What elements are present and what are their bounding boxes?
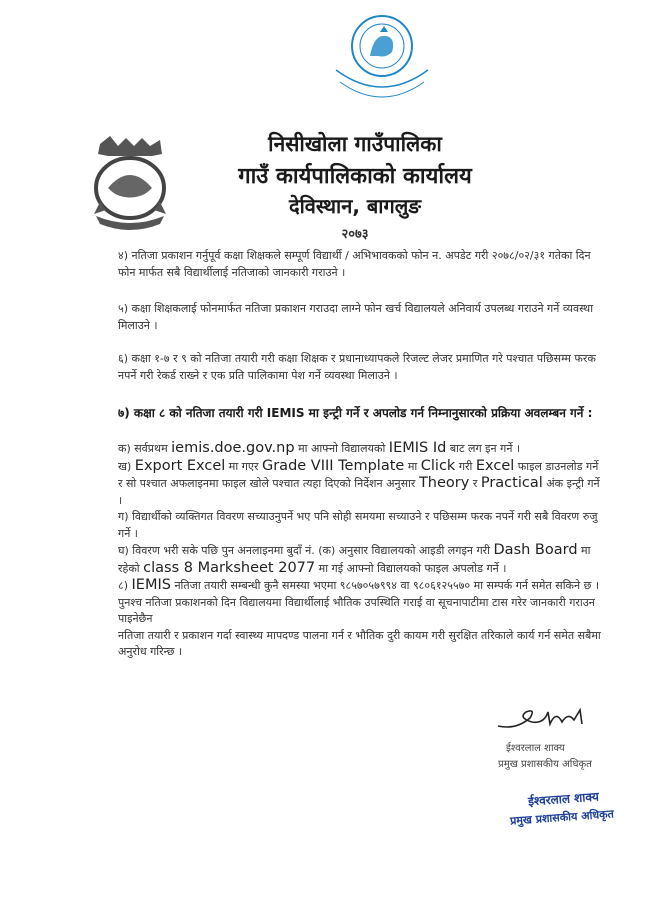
- paragraph-7-heading: ७) कक्षा ८ को नतिजा तयारी गरी IEMIS मा इन्ट्री गर्ने र अपलोड गर्न निम्नानुसारको प्रक्रिया अवलम्बन गर्ने :: [118, 406, 593, 420]
- municipality-name: निसीखोला गाउँपालिका: [268, 132, 442, 156]
- step-8: ८) IEMIS नतिजा तयारी सम्बन्धी कुनै समस्या भएमा ९८५७०५७९९४ वा ९८०६१२५५७० मा सम्पर्क गर्न समेत सकिने छ ।: [118, 577, 599, 593]
- procedure-steps: [118, 440, 604, 661]
- office-address: देविस्थान, बागलुङ: [288, 194, 422, 218]
- closing-request: नतिजा तयारी र प्रकाशन गर्दा स्वास्थ्य मापदण्ड पालना गर्न र भौतिक दुरी कायम गरी सुरक्षित तरिकाले कार्य गर्न समेत सबैमा अनुरोध गरिन्छ ।: [118, 628, 601, 658]
- establishment-year: २०७३: [341, 227, 369, 242]
- step-kha: ख) Export Excel मा गएर Grade VIII Template मा Click गरी Excel फाइल डाउनलोड गर्ने र सो पश्चात अफलाइनमा फाइल खोले पश्चात त्यहा दिएको निर्देशन अनुसार Theory र Practical अंक इन्ट्री गर्ने ।: [118, 457, 600, 507]
- office-name: गाउँ कार्यपालिकाको कार्यालय: [238, 164, 472, 189]
- paragraph-4: ४) नतिजा प्रकाशन गर्नुपूर्व कक्षा शिक्षकले सम्पूर्ण विद्यार्थी / अभिभावकको फोन न. अपडेट गरी २०७८/०२/३१ गतेका दिन फोन मार्फत सबै विद्यार्थीलाई नतिजाको जानकारी गराउने ।: [118, 249, 591, 279]
- nepal-emblem: [86, 132, 174, 230]
- municipality-seal: [322, 8, 442, 112]
- signatory-name: ईश्वरलाल शाक्य: [506, 743, 565, 754]
- step-gha: घ) विवरण भरी सके पछि पुन अनलाइनमा बुदाँ नं. (क) अनुसार विद्यालयको आइडी लगइन गरी Dash Board मा रहेको class 8 Marksheet 2077 मा गई आफ्नो विद्यालयको फाइल अपलोड गर्ने ।: [118, 542, 591, 576]
- step-ka: क) सर्वप्रथम iemis.doe.gov.np मा आफ्नो विद्यालयको IEMIS Id बाट लग इन गर्ने ।: [118, 440, 521, 456]
- step-ga: ग) विद्यार्थीको व्यक्तिगत विवरण सच्याउनुपर्ने भए पनि सोही समयमा सच्याउने र पछिसम्म फरक नपर्ने गरी सबै विवरण रुजु गर्ने ।: [118, 510, 598, 540]
- name-stamp: ईश्वरलाल शाक्य: [527, 789, 600, 809]
- postscript: पुनश्च नतिजा प्रकाशनको दिन विद्यालयमा विद्यार्थीलाई भौतिक उपस्थिति गराई वा सूचनापाटीमा टास गरेर जानकारी गराउन पाइनेछैन: [118, 595, 595, 625]
- title-stamp: प्रमुख प्रशासकीय अधिकृत: [509, 807, 615, 828]
- paragraph-5: ५) कक्षा शिक्षकलाई फोनमार्फत नतिजा प्रकाशन गराउदा लाग्ने फोन खर्च विद्यालयले अनिवार्य उपलब्ध गराउने गर्ने व्यवस्था मिलाउने ।: [118, 302, 594, 332]
- paragraph-6: ६) कक्षा १-७ र ९ को नतिजा तयारी गरी कक्षा शिक्षक र प्रधानाध्यापकले रिजल्ट लेजर प्रमाणित गरे पश्चात पछिसम्म फरक नपर्ने गरी रेकर्ड राख्ने र एक प्रति पालिकामा पेश गर्ने व्यवस्था मिलाउने ।: [118, 352, 596, 382]
- iemis-url: iemis.doe.gov.np: [171, 440, 295, 456]
- handwritten-signature: [496, 704, 596, 732]
- signatory-title: प्रमुख प्रशासकीय अधिकृत: [498, 759, 592, 770]
